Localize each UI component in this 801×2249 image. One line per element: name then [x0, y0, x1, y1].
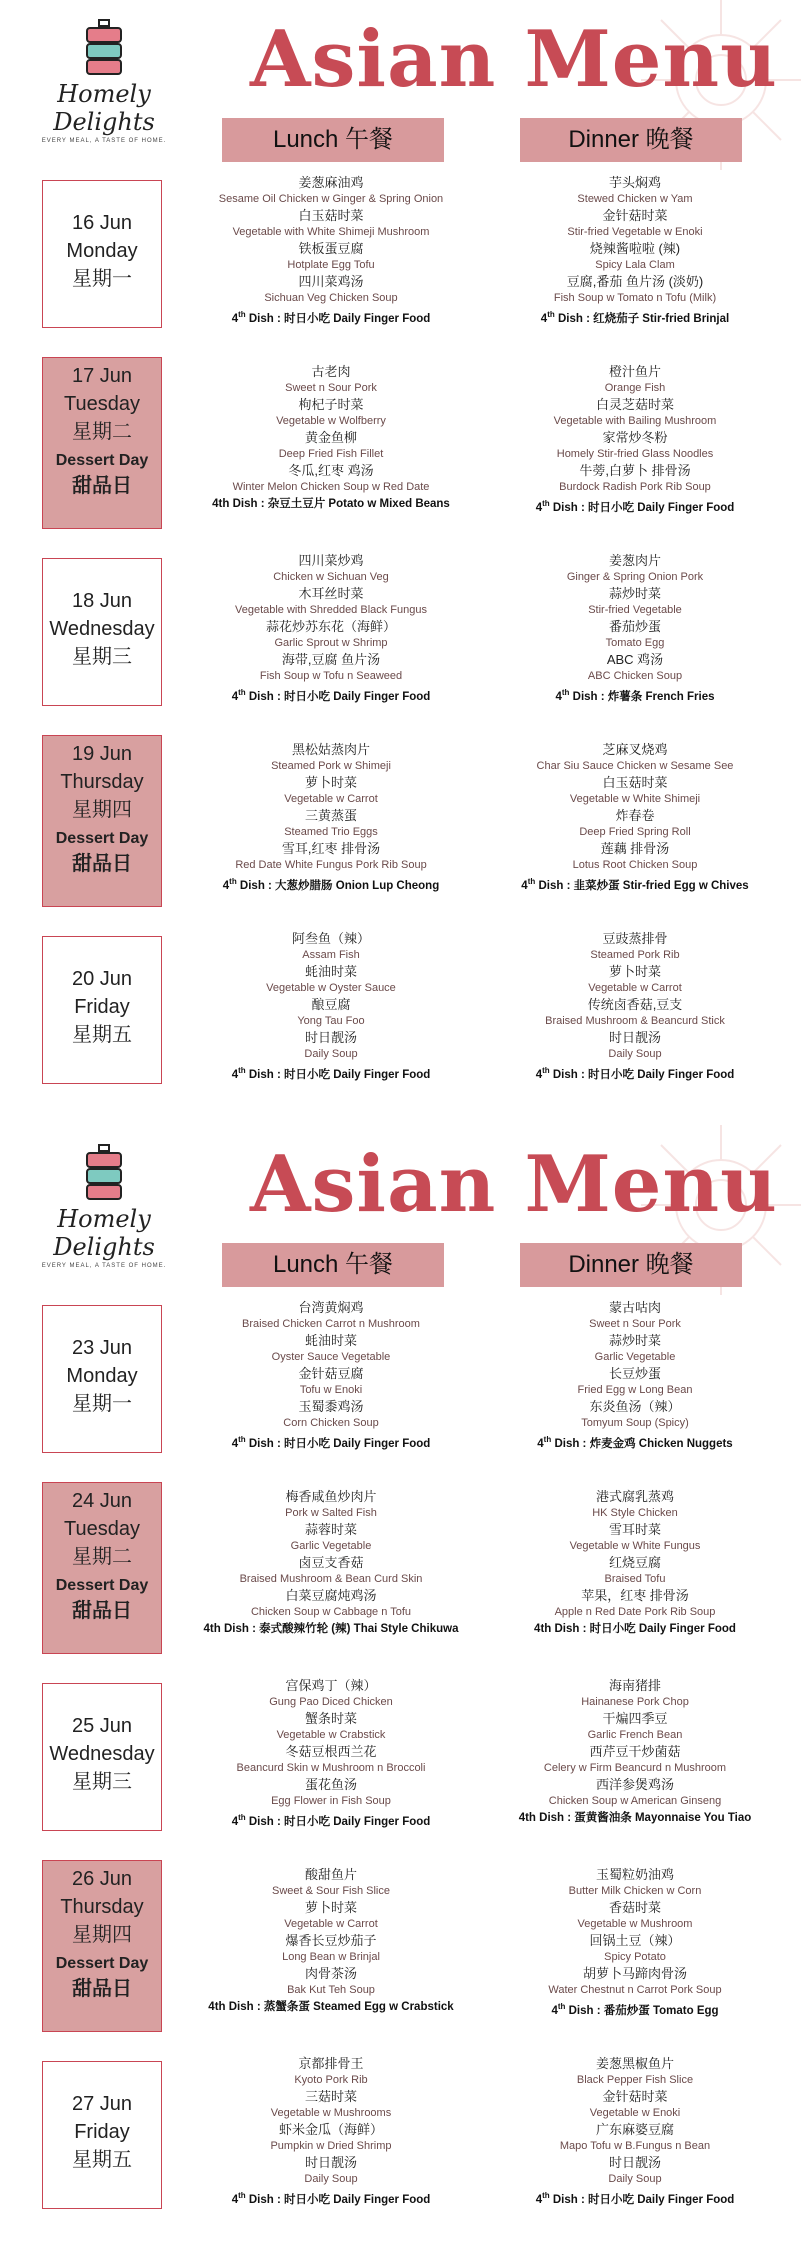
lunch-header: Lunch 午餐: [222, 1243, 444, 1287]
day-weekday: Monday: [66, 240, 138, 262]
fourth-dish: [181, 1431, 481, 1453]
brand-name: Homely Delights: [53, 1205, 155, 1261]
dish-name-zh: 萝卜时菜: [304, 775, 357, 790]
lunch-menu: [181, 1299, 481, 1453]
day-box: [42, 1683, 162, 1831]
day-date: 27 Jun: [71, 2093, 133, 2115]
day-weekday: Wednesday: [49, 1743, 155, 1765]
dish-name-zh: 传统卤香菇,豆支: [587, 997, 683, 1012]
dish-name-zh: 蒜炒时菜: [608, 586, 661, 601]
dish-name-zh: 萝卜时菜: [304, 1900, 357, 1915]
lunch-menu: [181, 1866, 481, 2016]
fourth-dish: [485, 1998, 785, 2020]
dish-name-en: Sesame Oil Chicken w Ginger & Spring Onion: [218, 193, 444, 205]
dish-name-zh: 家常炒冬粉: [602, 430, 668, 445]
fourth-dish: [485, 495, 785, 517]
dinner-menu: [485, 1677, 785, 1827]
fourth-dish-text: Dish : 时日小吃 Daily Finger Food: [248, 690, 431, 703]
fourth-dish-text: Dish : 时日小吃 Daily Finger Food: [552, 1068, 735, 1081]
dish-name-zh: 蒙古咕肉: [608, 1300, 661, 1315]
dish-name-en: Spicy Lala Clam: [595, 259, 675, 271]
dish-name-zh: 炸春卷: [615, 808, 655, 823]
day-box: [42, 936, 162, 1084]
dish-name-zh: 雪耳,红枣 排骨汤: [281, 841, 381, 856]
dish-name-en: Vegetable w Oyster Sauce: [266, 982, 396, 994]
dish-name-en: Sweet n Sour Pork: [589, 1318, 681, 1330]
fourth-dish-prefix: 4th: [231, 1066, 246, 1081]
dish-name-zh: 雪耳时菜: [608, 1522, 661, 1537]
dish-name-zh: 蚝油时菜: [304, 1333, 357, 1348]
fourth-dish-prefix: 4th: [231, 2191, 246, 2206]
dish-name-zh: 木耳丝时菜: [298, 586, 364, 601]
dish-name-en: Vegetable w White Shimeji: [569, 793, 701, 805]
dish-name-zh: 爆香长豆炒茄子: [285, 1933, 377, 1948]
dinner-menu: [485, 174, 785, 328]
fourth-dish-prefix: 4th: [540, 310, 555, 325]
dish-name-en: Sweet n Sour Pork: [285, 382, 377, 394]
tiffin-carrier-icon: [81, 18, 127, 78]
dish-name-en: Butter Milk Chicken w Corn: [568, 1885, 702, 1897]
dish-name-zh: 长豆炒蛋: [608, 1366, 661, 1381]
fourth-dish: [181, 2187, 481, 2209]
day-weekday-zh: 星期一: [72, 268, 132, 290]
dish-name-zh: 酿豆腐: [311, 997, 351, 1012]
dish-name-en: Vegetable w Carrot: [588, 982, 682, 994]
lunch-menu: [181, 1677, 481, 1831]
dinner-menu: [485, 1299, 785, 1453]
dish-name-en: Homely Stir-fried Glass Noodles: [556, 448, 714, 460]
dish-name-en: Fish Soup w Tomato n Tofu (Milk): [553, 292, 717, 304]
dish-name-zh: 冬瓜,红枣 鸡汤: [288, 463, 374, 478]
dish-name-en: Vegetable w Carrot: [284, 1918, 378, 1930]
dish-name-zh: 姜葱麻油鸡: [298, 175, 364, 190]
dish-name-en: Braised Tofu: [604, 1573, 666, 1585]
dish-name-zh: 西洋参煲鸡汤: [595, 1777, 674, 1792]
dish-name-en: Sichuan Veg Chicken Soup: [264, 292, 398, 304]
dish-name-zh: 橙汁鱼片: [608, 364, 661, 379]
day-weekday: Friday: [74, 2121, 130, 2143]
day-date: 26 Jun: [71, 1868, 133, 1890]
dish-name-zh: 萝卜时菜: [608, 964, 661, 979]
fourth-dish-prefix: 4th: [555, 688, 570, 703]
dish-name-en: Vegetable w White Fungus: [569, 1540, 701, 1552]
lunch-menu: [181, 174, 481, 328]
lunch-menu: [181, 363, 481, 513]
dish-name-en: Garlic Vegetable: [290, 1540, 372, 1552]
fourth-dish: [485, 306, 785, 328]
menu-page-1: [0, 0, 801, 1100]
dish-name-en: Black Pepper Fish Slice: [576, 2074, 694, 2086]
fourth-dish: [485, 2187, 785, 2209]
dish-name-zh: 姜葱黑椒鱼片: [595, 2056, 674, 2071]
fourth-dish-text: Dish : 时日小吃 Daily Finger Food: [248, 1068, 431, 1081]
day-date: 16 Jun: [71, 212, 133, 234]
dish-name-en: Assam Fish: [302, 949, 360, 961]
dish-name-zh: 虾米金瓜（海鲜）: [278, 2122, 383, 2137]
fourth-dish-text: 4th Dish : 时日小吃 Daily Finger Food: [534, 1623, 736, 1635]
day-weekday-zh: 星期一: [72, 1393, 132, 1415]
day-weekday-zh: 星期三: [72, 646, 132, 668]
dish-name-zh: 时日靓汤: [608, 2155, 661, 2170]
fourth-dish: [181, 306, 481, 328]
dish-name-zh: 金针菇时菜: [602, 208, 668, 223]
dish-name-zh: 香菇时菜: [608, 1900, 661, 1915]
day-weekday-zh: 星期二: [72, 421, 132, 443]
dish-name-en: Steamed Pork w Shimeji: [271, 760, 391, 772]
dish-name-zh: 酸甜鱼片: [304, 1867, 357, 1882]
dish-name-zh: 四川菜鸡汤: [298, 274, 364, 289]
dish-name-en: Egg Flower in Fish Soup: [271, 1795, 391, 1807]
dish-name-zh: 海南猪排: [608, 1678, 661, 1693]
fourth-dish-prefix: 4th: [537, 1435, 552, 1450]
fourth-dish-prefix: 4th: [535, 1066, 550, 1081]
day-date: 18 Jun: [71, 590, 133, 612]
fourth-dish-text: Dish : 红烧茄子 Stir-fried Brinjal: [557, 312, 730, 325]
dinner-menu: [485, 2055, 785, 2209]
dish-name-en: Braised Mushroom & Beancurd Stick: [545, 1015, 725, 1027]
dessert-day-label: Dessert Day: [55, 830, 149, 847]
fourth-dish: [181, 1620, 481, 1638]
dish-name-en: Braised Mushroom & Bean Curd Skin: [239, 1573, 423, 1585]
dish-name-en: Sweet & Sour Fish Slice: [272, 1885, 390, 1897]
dish-name-en: Garlic French Bean: [587, 1729, 683, 1741]
dish-name-zh: 蒜炒时菜: [608, 1333, 661, 1348]
dish-name-en: Vegetable w Crabstick: [276, 1729, 386, 1741]
dessert-day-label: Dessert Day: [55, 1577, 149, 1594]
dish-name-en: Vegetable with Bailing Mushroom: [553, 415, 717, 427]
dish-name-en: Vegetable w Mushroom: [577, 1918, 693, 1930]
fourth-dish: [485, 873, 785, 895]
dish-name-zh: 豆豉蒸排骨: [602, 931, 668, 946]
dish-name-en: Spicy Potato: [604, 1951, 666, 1963]
dish-name-zh: 白灵芝菇时菜: [595, 397, 674, 412]
dish-name-zh: 姜葱肉片: [608, 553, 661, 568]
dish-name-zh: 莲藕 排骨汤: [600, 841, 670, 856]
dish-name-zh: 三菇时菜: [304, 2089, 357, 2104]
fourth-dish: [181, 495, 481, 513]
fourth-dish: [485, 684, 785, 706]
dish-name-zh: 白玉菇时菜: [602, 775, 668, 790]
dish-name-en: Steamed Pork Rib: [590, 949, 680, 961]
dish-name-en: Vegetable w Wolfberry: [276, 415, 386, 427]
day-date: 19 Jun: [71, 743, 133, 765]
dessert-day-label-zh: 甜品日: [72, 1600, 132, 1622]
day-box: [42, 180, 162, 328]
dish-name-zh: 芋头焖鸡: [608, 175, 661, 190]
logo: [14, 1143, 194, 1269]
dish-name-en: Chicken w Sichuan Veg: [273, 571, 389, 583]
dish-name-zh: 玉蜀粒奶油鸡: [595, 1867, 674, 1882]
fourth-dish: [485, 1809, 785, 1827]
fourth-dish-text: Dish : 时日小吃 Daily Finger Food: [248, 1437, 431, 1450]
day-weekday: Tuesday: [64, 1518, 140, 1540]
dish-name-zh: 苹果，红枣 排骨汤: [581, 1588, 689, 1603]
dish-name-zh: 海带,豆腐 鱼片汤: [281, 652, 381, 667]
dish-name-zh: 玉蜀黍鸡汤: [298, 1399, 364, 1414]
dish-name-zh: 西芹豆干炒菌菇: [589, 1744, 681, 1759]
dish-name-en: Vegetable w Enoki: [589, 2107, 681, 2119]
dish-name-zh: 回锅土豆（辣）: [589, 1933, 681, 1948]
fourth-dish-prefix: 4th: [551, 2002, 566, 2017]
dish-name-en: Celery w Firm Beancurd n Mushroom: [543, 1762, 727, 1774]
dish-name-en: Deep Fried Spring Roll: [579, 826, 691, 838]
dish-name-en: Kyoto Pork Rib: [294, 2074, 368, 2086]
day-box: [42, 735, 162, 907]
dish-name-en: Bak Kut Teh Soup: [287, 1984, 375, 1996]
lunch-menu: [181, 741, 481, 895]
tiffin-carrier-icon: [81, 1143, 127, 1203]
dish-name-zh: 黄金鱼柳: [304, 430, 357, 445]
day-weekday: Thursday: [60, 771, 144, 793]
day-date: 24 Jun: [71, 1490, 133, 1512]
fourth-dish-text: Dish : 大葱炒腊肠 Onion Lup Cheong: [239, 879, 440, 892]
brand-name: Homely Delights: [53, 80, 155, 136]
dish-name-en: Vegetable with Shredded Black Fungus: [234, 604, 428, 616]
dish-name-zh: 豆腐,番茄 鱼片汤 (淡奶): [566, 274, 704, 289]
dish-name-en: Stewed Chicken w Yam: [577, 193, 693, 205]
fourth-dish-prefix: 4th: [535, 2191, 550, 2206]
fourth-dish: [485, 1431, 785, 1453]
dish-name-zh: 金针菇时菜: [602, 2089, 668, 2104]
dish-name-en: Gung Pao Diced Chicken: [269, 1696, 393, 1708]
day-weekday: Monday: [66, 1365, 138, 1387]
fourth-dish-prefix: 4th: [231, 688, 246, 703]
dish-name-en: Corn Chicken Soup: [283, 1417, 379, 1429]
fourth-dish-text: Dish : 时日小吃 Daily Finger Food: [552, 501, 735, 514]
dish-name-zh: 铁板蛋豆腐: [298, 241, 364, 256]
dish-name-en: Oyster Sauce Vegetable: [271, 1351, 391, 1363]
day-weekday: Friday: [74, 996, 130, 1018]
fourth-dish: [181, 1809, 481, 1831]
dinner-menu: [485, 1866, 785, 2020]
dish-name-en: Hotplate Egg Tofu: [287, 259, 375, 271]
dish-name-zh: 卤豆支香菇: [298, 1555, 364, 1570]
fourth-dish-prefix: 4th: [521, 877, 536, 892]
dish-name-zh: 三黄蒸蛋: [304, 808, 357, 823]
logo: [14, 18, 194, 144]
dish-name-en: ABC Chicken Soup: [587, 670, 683, 682]
dinner-menu: [485, 552, 785, 706]
dish-name-en: Deep Fried Fish Fillet: [278, 448, 384, 460]
dessert-day-label-zh: 甜品日: [72, 1978, 132, 2000]
day-date: 17 Jun: [71, 365, 133, 387]
dish-name-en: Ginger & Spring Onion Pork: [566, 571, 704, 583]
page-title: Asian Menu: [250, 1139, 778, 1230]
fourth-dish-text: Dish : 时日小吃 Daily Finger Food: [248, 312, 431, 325]
dish-name-zh: 芝麻叉烧鸡: [602, 742, 668, 757]
dessert-day-label: Dessert Day: [55, 452, 149, 469]
dish-name-en: Pumpkin w Dried Shrimp: [270, 2140, 392, 2152]
dish-name-en: Vegetable w Mushrooms: [270, 2107, 392, 2119]
dish-name-en: Chicken Soup w American Ginseng: [548, 1795, 722, 1807]
dish-name-en: Mapo Tofu w B.Fungus n Bean: [559, 2140, 711, 2152]
fourth-dish-text: 4th Dish : 泰式酸辣竹轮 (辣) Thai Style Chikuwa: [203, 1623, 459, 1635]
dish-name-zh: 胡萝卜马蹄肉骨汤: [582, 1966, 687, 1981]
day-weekday-zh: 星期四: [72, 799, 132, 821]
day-date: 25 Jun: [71, 1715, 133, 1737]
fourth-dish-text: Dish : 韭菜炒蛋 Stir-fried Egg w Chives: [538, 879, 749, 892]
dish-name-zh: 时日靓汤: [304, 2155, 357, 2170]
dish-name-en: Fried Egg w Long Bean: [577, 1384, 693, 1396]
fourth-dish: [181, 1998, 481, 2016]
fourth-dish-text: Dish : 炸麦金鸡 Chicken Nuggets: [554, 1437, 733, 1450]
day-weekday-zh: 星期五: [72, 2149, 132, 2171]
dish-name-en: Steamed Trio Eggs: [284, 826, 378, 838]
dish-name-en: Orange Fish: [604, 382, 666, 394]
fourth-dish-text: 4th Dish : 蛋黄酱油条 Mayonnaise You Tiao: [518, 1812, 752, 1824]
dish-name-zh: 冬菇豆根西兰花: [285, 1744, 377, 1759]
fourth-dish: [181, 684, 481, 706]
dish-name-en: Garlic Sprout w Shrimp: [274, 637, 388, 649]
fourth-dish-text: Dish : 炸薯条 French Fries: [572, 690, 715, 703]
dish-name-en: Pork w Salted Fish: [285, 1507, 377, 1519]
dish-name-en: Tomyum Soup (Spicy): [581, 1417, 689, 1429]
day-box: [42, 1482, 162, 1654]
dish-name-en: Tofu w Enoki: [299, 1384, 363, 1396]
dish-name-en: Stir-fried Vegetable: [588, 604, 682, 616]
dish-name-en: Daily Soup: [608, 1048, 662, 1060]
dish-name-zh: 台湾黄焖鸡: [298, 1300, 364, 1315]
dish-name-zh: 红烧豆腐: [608, 1555, 661, 1570]
brand-tagline: EVERY MEAL, A TASTE OF HOME.: [41, 138, 167, 144]
fourth-dish-prefix: 4th: [535, 499, 550, 514]
dish-name-en: Long Bean w Brinjal: [282, 1951, 380, 1963]
dish-name-en: Lotus Root Chicken Soup: [572, 859, 698, 871]
dinner-menu: [485, 930, 785, 1084]
lunch-menu: [181, 552, 481, 706]
fourth-dish: [485, 1620, 785, 1638]
dish-name-zh: 东炎鱼汤（辣）: [589, 1399, 681, 1414]
fourth-dish-text: Dish : 时日小吃 Daily Finger Food: [552, 2193, 735, 2206]
lunch-menu: [181, 2055, 481, 2209]
day-weekday-zh: 星期二: [72, 1546, 132, 1568]
dish-name-en: Yong Tau Foo: [297, 1015, 365, 1027]
dish-name-zh: 京都排骨王: [298, 2056, 364, 2071]
fourth-dish-prefix: 4th: [222, 877, 237, 892]
fourth-dish: [181, 873, 481, 895]
fourth-dish: [181, 1062, 481, 1084]
dish-name-zh: 金针菇豆腐: [298, 1366, 364, 1381]
brand-tagline: EVERY MEAL, A TASTE OF HOME.: [41, 1263, 167, 1269]
dish-name-zh: 时日靓汤: [304, 1030, 357, 1045]
dish-name-en: Tomato Egg: [605, 637, 665, 649]
dish-name-zh: 港式腐乳蒸鸡: [595, 1489, 674, 1504]
day-weekday: Thursday: [60, 1896, 144, 1918]
dish-name-zh: 宫保鸡丁（辣）: [285, 1678, 377, 1693]
dish-name-en: Beancurd Skin w Mushroom n Broccoli: [236, 1762, 426, 1774]
dish-name-zh: 四川菜炒鸡: [298, 553, 364, 568]
dish-name-en: Winter Melon Chicken Soup w Red Date: [232, 481, 430, 493]
dish-name-zh: 烧辣酱啦啦 (辣): [589, 241, 681, 256]
dish-name-en: Chicken Soup w Cabbage n Tofu: [250, 1606, 411, 1618]
fourth-dish-text: 4th Dish : 蒸蟹条蛋 Steamed Egg w Crabstick: [208, 2001, 454, 2013]
page-title: Asian Menu: [250, 14, 778, 105]
dish-name-en: Vegetable w Carrot: [284, 793, 378, 805]
dish-name-en: HK Style Chicken: [592, 1507, 678, 1519]
day-weekday: Wednesday: [49, 618, 155, 640]
dish-name-zh: 蒜蓉时菜: [304, 1522, 357, 1537]
dinner-header: Dinner 晚餐: [520, 118, 742, 162]
dish-name-zh: 黑松姑蒸肉片: [291, 742, 370, 757]
dish-name-zh: 蒜花炒苏东花（海鲜）: [265, 619, 396, 634]
dish-name-en: Daily Soup: [608, 2173, 662, 2185]
day-box: [42, 558, 162, 706]
dinner-menu: [485, 1488, 785, 1638]
dish-name-zh: 蟹条时菜: [304, 1711, 357, 1726]
day-date: 23 Jun: [71, 1337, 133, 1359]
lunch-menu: [181, 930, 481, 1084]
day-box: [42, 1305, 162, 1453]
dish-name-en: Water Chestnut n Carrot Pork Soup: [548, 1984, 722, 1996]
day-weekday-zh: 星期四: [72, 1924, 132, 1946]
dish-name-zh: 时日靓汤: [608, 1030, 661, 1045]
fourth-dish-text: 4th Dish : 杂豆土豆片 Potato w Mixed Beans: [212, 498, 450, 510]
dinner-menu: [485, 363, 785, 517]
fourth-dish-prefix: 4th: [231, 1813, 246, 1828]
lunch-menu: [181, 1488, 481, 1638]
fourth-dish-text: Dish : 时日小吃 Daily Finger Food: [248, 1815, 431, 1828]
dish-name-zh: 蛋花鱼汤: [304, 1777, 357, 1792]
dish-name-en: Daily Soup: [304, 1048, 358, 1060]
dish-name-zh: 干煸四季豆: [602, 1711, 668, 1726]
dish-name-zh: 肉骨茶汤: [304, 1966, 357, 1981]
dish-name-zh: 牛蒡,白萝卜 排骨汤: [579, 463, 691, 478]
dessert-day-label: Dessert Day: [55, 1955, 149, 1972]
lunch-header: Lunch 午餐: [222, 118, 444, 162]
fourth-dish-prefix: 4th: [231, 310, 246, 325]
dish-name-en: Vegetable with White Shimeji Mushroom: [232, 226, 430, 238]
dish-name-zh: 古老肉: [311, 364, 351, 379]
day-box: [42, 357, 162, 529]
dish-name-zh: 番茄炒蛋: [608, 619, 661, 634]
dish-name-zh: 蚝油时菜: [304, 964, 357, 979]
dish-name-en: Garlic Vegetable: [594, 1351, 676, 1363]
day-weekday: Tuesday: [64, 393, 140, 415]
dish-name-en: Apple n Red Date Pork Rib Soup: [554, 1606, 716, 1618]
dessert-day-label-zh: 甜品日: [72, 853, 132, 875]
dish-name-zh: 白菜豆腐炖鸡汤: [285, 1588, 377, 1603]
dish-name-zh: ABC 鸡汤: [606, 652, 664, 667]
day-weekday-zh: 星期五: [72, 1024, 132, 1046]
fourth-dish-prefix: 4th: [231, 1435, 246, 1450]
dish-name-en: Braised Chicken Carrot n Mushroom: [242, 1318, 420, 1330]
dish-name-zh: 梅香咸鱼炒肉片: [285, 1489, 377, 1504]
fourth-dish: [485, 1062, 785, 1084]
menu-page-2: [0, 1125, 801, 2225]
day-date: 20 Jun: [71, 968, 133, 990]
dish-name-zh: 枸杞子时菜: [298, 397, 364, 412]
dish-name-en: Hainanese Pork Chop: [581, 1696, 689, 1708]
dish-name-en: Fish Soup w Tofu n Seaweed: [259, 670, 403, 682]
fourth-dish-text: Dish : 时日小吃 Daily Finger Food: [248, 2193, 431, 2206]
dinner-menu: [485, 741, 785, 895]
dish-name-en: Daily Soup: [304, 2173, 358, 2185]
dish-name-en: Burdock Radish Pork Rib Soup: [559, 481, 711, 493]
day-box: [42, 2061, 162, 2209]
day-weekday-zh: 星期三: [72, 1771, 132, 1793]
dish-name-en: Red Date White Fungus Pork Rib Soup: [235, 859, 427, 871]
day-box: [42, 1860, 162, 2032]
dessert-day-label-zh: 甜品日: [72, 475, 132, 497]
dish-name-en: Stir-fried Vegetable w Enoki: [567, 226, 703, 238]
dish-name-zh: 阿叁鱼（辣）: [291, 931, 370, 946]
dish-name-zh: 白玉菇时菜: [298, 208, 364, 223]
dinner-header: Dinner 晚餐: [520, 1243, 742, 1287]
dish-name-en: Char Siu Sauce Chicken w Sesame See: [536, 760, 734, 772]
dish-name-zh: 广东麻婆豆腐: [595, 2122, 674, 2137]
fourth-dish-text: Dish : 番茄炒蛋 Tomato Egg: [568, 2004, 719, 2017]
